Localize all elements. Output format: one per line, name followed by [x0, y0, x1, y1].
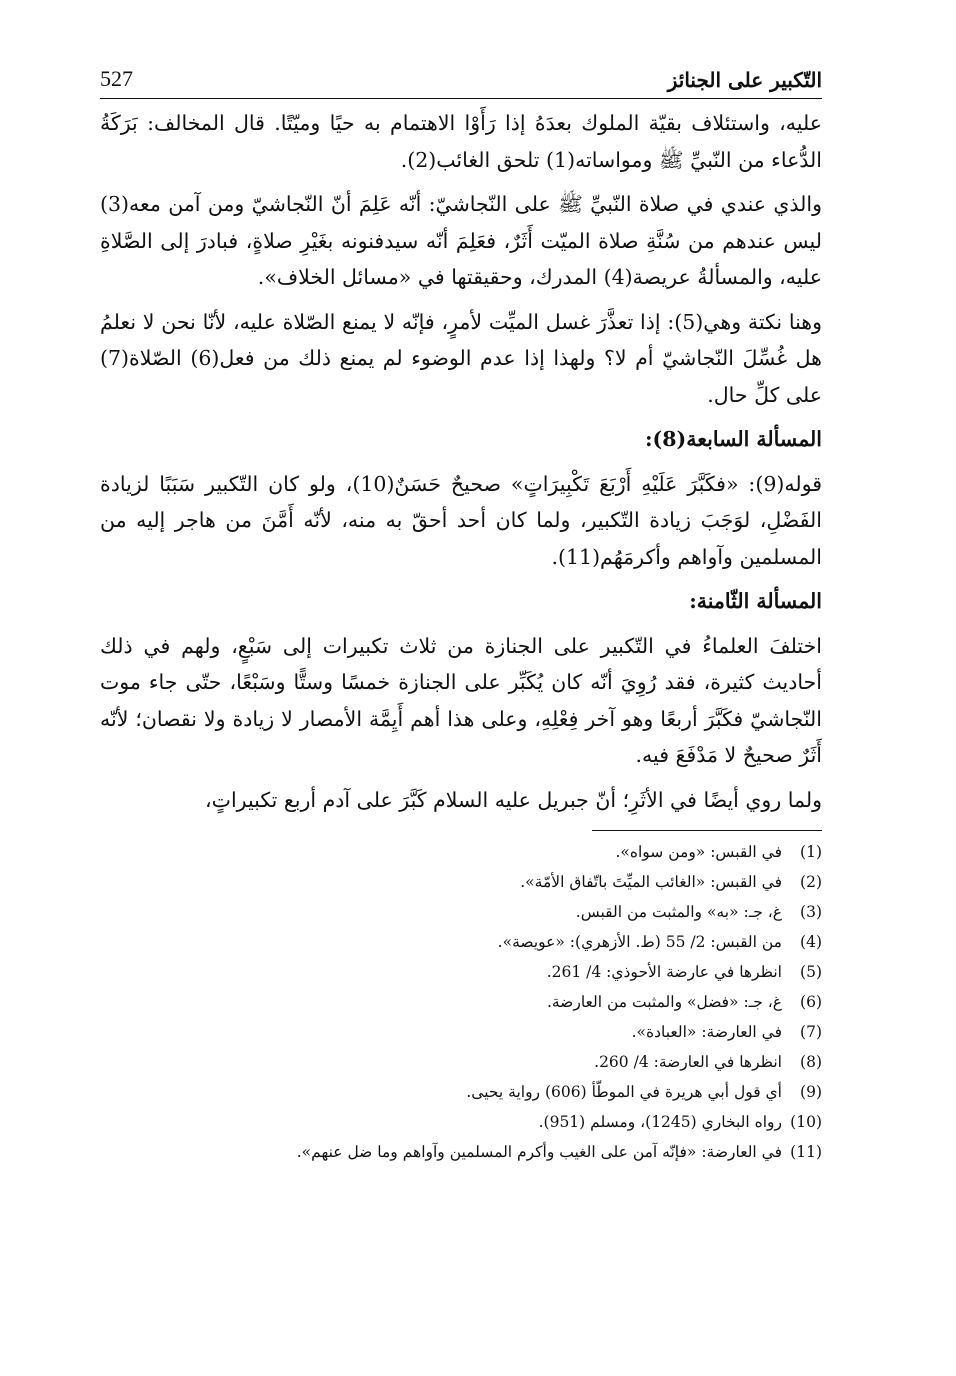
footnote-text: أي قول أبي هريرة في الموطّأ (606) رواية يحيى.: [466, 1083, 782, 1101]
footnote-number: (2): [800, 873, 822, 891]
footnote-number: (6): [800, 993, 822, 1011]
paragraph-4: قوله(9): «فكَبَّرَ عَلَيْهِ أَرْبَعَ تَكْبِيرَاتٍ» صحيحٌ حَسَنٌ(10)، ولو كان التّكبير سَبَبًا لزيادة الفَضْلِ، لوَجَبَ زيادة التّكبير، ولما كان أحد أحقّ به منه، لأنّه أَمَّنَ من هاجر إليه من المسلمين وآواهم وأكرمَهُم(11).: [100, 471, 822, 569]
footnote-number: (3): [800, 903, 822, 921]
footnote: [100, 867, 822, 897]
paragraph-5: اختلفَ العلماءُ في التّكبير على الجنازة من ثلاث تكبيرات إلى سَبْعٍ، ولهم في ذلك أحاديث كثيرة، فقد رُوِيَ أنّه كان يُكَبِّر على الجنازة خمسًا وستًّا وسَبْعًا، حتّى جاء موت النّجاشيّ فكَبَّرَ أربعًا وهو آخر فِعْلِهِ، وعلى هذا أهم أَيِمَّة الأمصار لا زيادة ولا نقصان؛ لأنّه أَثَرٌ صحيحٌ لا مَدْفَعَ فيه.: [100, 633, 822, 767]
footnote-number: (5): [800, 963, 822, 981]
footnote-text: غ، جـ: «به» والمثبت من القبس.: [575, 903, 782, 921]
footnote-number: (11): [790, 1143, 822, 1161]
footnote: [100, 1137, 822, 1167]
footnote-number: (8): [800, 1053, 822, 1071]
paragraph-3: وهنا نكتة وهي(5): إذا تعذَّرَ غسل الميِّت لأمرٍ، فإنّه لا يمنع الصّلاة عليه، لأنّا نحن لا نعلمُ هل غُسِّلَ النّجاشيّ أم لا؟ ولهذا إذا عدم الوضوء لم يمنع ذلك من فعل(6) الصّلاة(7) على كلِّ حال.: [100, 309, 822, 407]
footnote-separator: [592, 830, 822, 831]
footnote: [100, 987, 822, 1017]
footnote: [100, 1107, 822, 1137]
page: [100, 52, 822, 1167]
footnote-number: (4): [800, 933, 822, 951]
paragraph-6: ولما روي أيضًا في الأثَرِ؛ أنّ جبريل عليه السلام كَبَّرَ على آدم أربع تكبيراتٍ،: [205, 787, 822, 812]
footnote: [100, 897, 822, 927]
footnote-text: انظرها في العارضة: 4/ 260.: [594, 1053, 782, 1071]
paragraph-1: عليه، واستئلاف بقيّة الملوك بعدَهُ إذا رَأَوْا الاهتمام به حيًا وميّتًا. قال المخالف: بَرَكَةُ الدُّعاء من النّبيِّ ﷺ ومواساته(1) تلحق الغائب(2).: [100, 111, 822, 172]
footnote-text: من القبس: 2/ 55 (ط. الأزهري): «عويصة».: [497, 933, 782, 951]
footnotes: [100, 837, 822, 1167]
footnote: [100, 1077, 822, 1107]
footnote-text: في القبس: «الغائب الميِّتَ باتّفاق الأمّة».: [520, 873, 782, 891]
footnote: [100, 957, 822, 987]
footnote: [100, 927, 822, 957]
footnote-text: في العارضة: «فإنّه آمن على الغيب وأكرم المسلمين وآواهم وما ضل عنهم».: [296, 1143, 782, 1161]
footnote-number: (10): [790, 1113, 822, 1131]
footnote-text: في القبس: «ومن سواه».: [615, 843, 782, 861]
section-heading-seventh: المسألة السابعة(8):: [644, 427, 822, 451]
page-number: 527: [100, 66, 133, 91]
footnote-text: انظرها في عارضة الأحوذي: 4/ 261.: [546, 963, 782, 981]
footnote-text: غ، جـ: «فضل» والمثبت من العارضة.: [546, 993, 782, 1011]
footnote-number: (1): [800, 843, 822, 861]
footnote: [100, 1017, 822, 1047]
section-heading-eighth: المسألة الثّامنة:: [689, 589, 822, 613]
page-header: [100, 52, 822, 99]
footnote: [100, 837, 822, 867]
footnote-number: (7): [800, 1023, 822, 1041]
paragraph-2: والذي عندي في صلاة النّبيِّ ﷺ على النّجاشيّ: أنّه عَلِمَ أنّ النّجاشيّ ومن آمن معه(3) ليس عندهم من سُنَّةِ صلاة الميّت أَثَرٌ، فعَلِمَ أنّه سيدفنونه بغَيْرِ صلاةٍ، فبادرَ إلى الصَّلاةِ عليه، والمسألةُ عريصة(4) المدرك، وحقيقتها في «مسائل الخلاف».: [100, 192, 822, 289]
footnote-text: رواه البخاري (1245)، ومسلم (951).: [538, 1113, 782, 1131]
footnote-text: في العارضة: «العبادة».: [631, 1023, 782, 1041]
footnote-number: (9): [800, 1083, 822, 1101]
footnote: [100, 1047, 822, 1077]
body-text: [100, 105, 822, 818]
running-title: التّكبير على الجنائز: [667, 68, 822, 92]
